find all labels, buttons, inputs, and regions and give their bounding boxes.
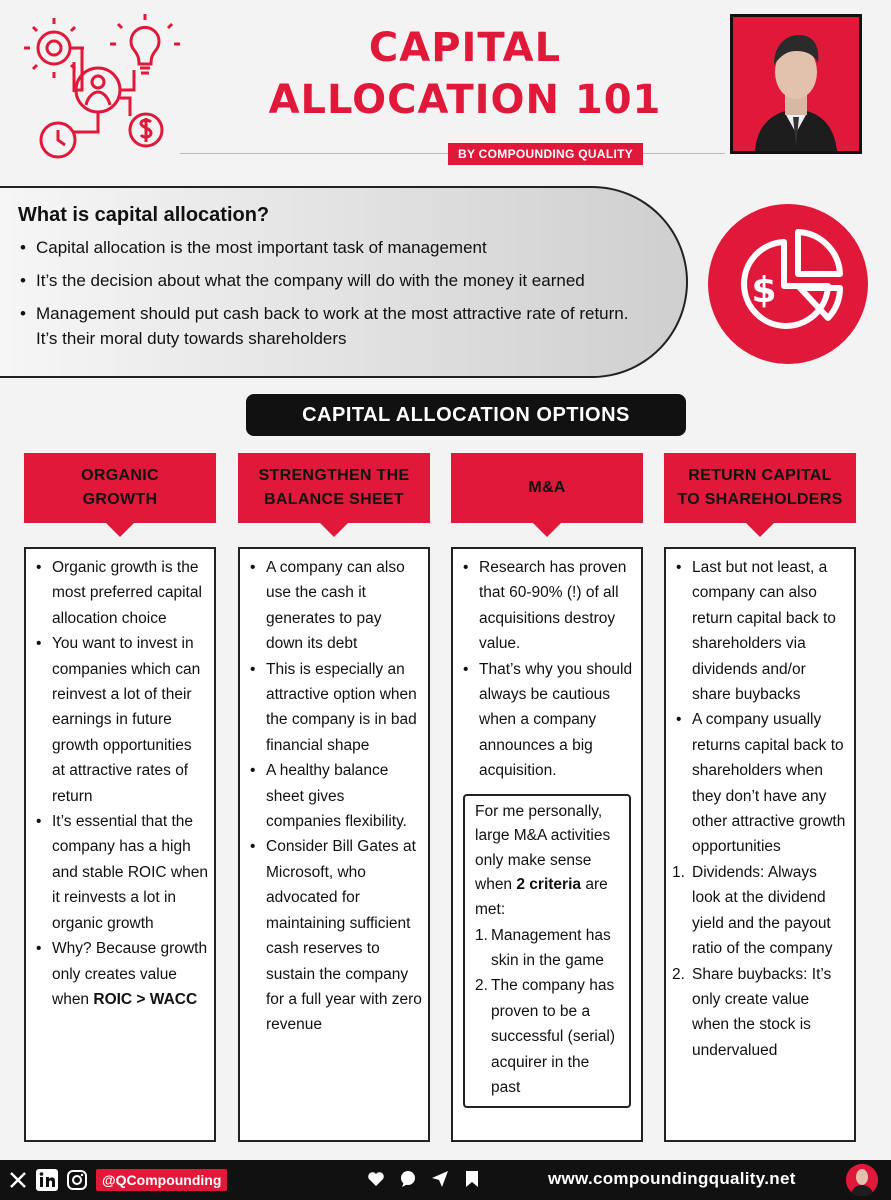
intro-panel — [0, 186, 688, 378]
column-bullet — [32, 936, 208, 1012]
intro-list — [18, 235, 646, 351]
numbered-item: 1. Dividends: Always look at the dividend yield and the payout ratio of the company — [672, 860, 848, 962]
column-title-line: STRENGTHEN THE — [258, 467, 410, 484]
engagement-icons — [367, 1170, 481, 1188]
svg-text:$: $ — [751, 270, 777, 311]
author-photo — [730, 14, 862, 154]
website-link[interactable]: www.compoundingquality.net — [548, 1169, 796, 1188]
column-bullet: • This is especially an attractive option when the company is in bad financial shape — [246, 657, 422, 759]
column-title-line: RETURN CAPITAL — [688, 467, 832, 484]
m-and-a-criteria-note — [463, 794, 631, 1109]
heart-icon[interactable] — [367, 1170, 385, 1188]
intro-heading: What is capital allocation? — [18, 204, 270, 226]
note-criterion: 2. The company has proven to be a successful (serial) acquirer in the past — [475, 973, 621, 1100]
social-handle[interactable]: @QCompounding — [96, 1169, 227, 1191]
column-bullet: • That’s why you should always be cautious when a company announces a big acquisition. — [459, 657, 635, 784]
column-title-line: ORGANIC — [81, 467, 159, 484]
column-bullet: • A company usually returns capital back to shareholders when they don’t have any other attractive growth opportunities — [672, 707, 848, 859]
linkedin-icon[interactable] — [36, 1169, 58, 1191]
title-line-2: ALLOCATION 101 — [268, 77, 662, 123]
note-criterion: 1. Management has skin in the game — [475, 923, 621, 974]
column-bullet: • Research has proven that 60-90% (!) of all acquisitions destroy value. — [459, 555, 635, 657]
share-icon[interactable] — [431, 1170, 449, 1188]
column-box-return-capital — [664, 547, 856, 1142]
column-header-m-and-a — [451, 453, 643, 523]
lightbulb-icon — [110, 14, 180, 73]
social-links — [8, 1169, 227, 1191]
note-intro-text: For me personally, large M&A activities only make sense when — [475, 802, 611, 894]
options-banner: CAPITAL ALLOCATION OPTIONS — [246, 394, 686, 436]
column-header-return-capital — [664, 453, 856, 523]
column-box-organic-growth — [24, 547, 216, 1142]
column-bullet: • A healthy balance sheet gives companies flexibility. — [246, 758, 422, 834]
column-bullet: • It’s essential that the company has a high and stable ROIC when it reinvests a lot in organic growth — [32, 809, 208, 936]
bullet-text: Why? Because growth only creates value when — [52, 940, 208, 1008]
x-logo-icon[interactable] — [8, 1170, 28, 1190]
column-bullet: • A company can also use the cash it generates to pay down its debt — [246, 555, 422, 657]
page-title — [205, 22, 725, 126]
byline-badge: BY COMPOUNDING QUALITY — [448, 143, 643, 165]
column-title-line: TO SHAREHOLDERS — [677, 491, 843, 508]
column-box-balance-sheet — [238, 547, 430, 1142]
dollar-pie-chart-icon — [706, 202, 870, 366]
column-title-line: BALANCE SHEET — [264, 491, 404, 508]
bullet-bold-text: ROIC > WACC — [93, 990, 198, 1008]
column-bullet: • You want to invest in companies which can reinvest a lot of their earnings in future growth opportunities at attractive rates of return — [32, 631, 208, 809]
process-icons-graphic — [14, 10, 214, 170]
column-title-line: M&A — [528, 479, 566, 496]
bookmark-icon[interactable] — [463, 1170, 481, 1188]
column-bullet: • Last but not least, a company can also return capital back to shareholders via dividends and/or share buybacks — [672, 555, 848, 707]
column-header-balance-sheet — [238, 453, 430, 523]
intro-bullet: • It’s the decision about what the company will do with the money it earned — [18, 268, 646, 293]
note-intro-bold: 2 criteria — [516, 876, 582, 894]
intro-bullet: • Capital allocation is the most important task of management — [18, 235, 646, 260]
clock-icon — [41, 123, 75, 157]
column-box-m-and-a — [451, 547, 643, 1142]
numbered-item: 2. Share buybacks: It’s only create value when the stock is undervalued — [672, 962, 848, 1064]
column-header-organic-growth — [24, 453, 216, 523]
dollar-coin-icon — [130, 114, 162, 146]
note-intro — [475, 800, 621, 923]
intro-bullet: • Management should put cash back to work at the most attractive rate of return. It’s their moral duty towards shareholders — [18, 301, 646, 351]
note-intro-end: are met: — [475, 876, 608, 919]
avatar — [846, 1164, 878, 1196]
footer-bar — [0, 1160, 891, 1200]
column-bullet: • Consider Bill Gates at Microsoft, who advocated for maintaining sufficient cash reserves to sustain the company for a full year with zero revenue — [246, 834, 422, 1037]
column-title-line: GROWTH — [82, 491, 158, 508]
title-line-1: CAPITAL — [368, 25, 562, 71]
instagram-icon[interactable] — [66, 1169, 88, 1191]
column-bullet: • Organic growth is the most preferred capital allocation choice — [32, 555, 208, 631]
comment-icon[interactable] — [399, 1170, 417, 1188]
